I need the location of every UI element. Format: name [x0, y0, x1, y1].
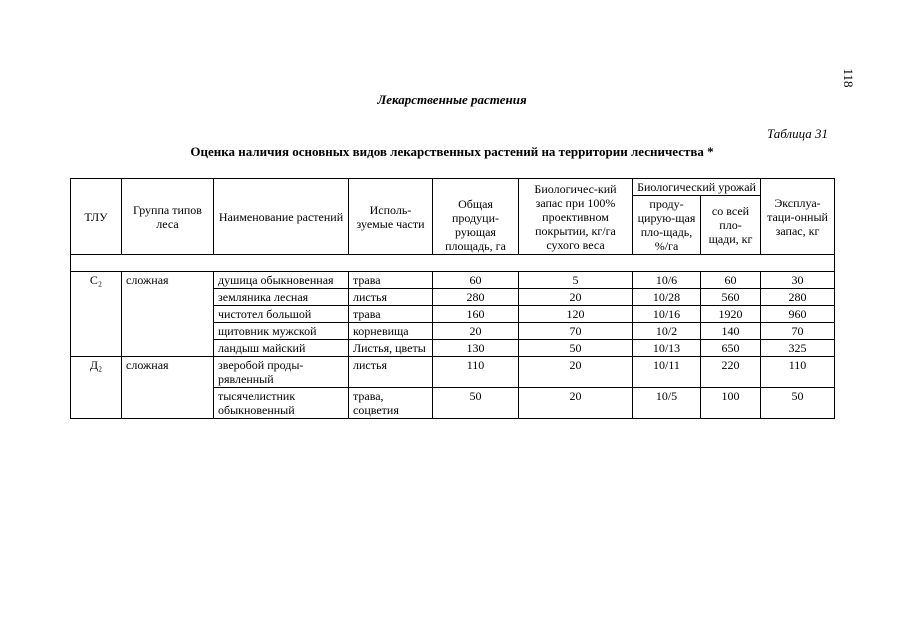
- cell-yield-area: 10/11: [633, 357, 701, 388]
- header-bio-stock: Биологичес-кий запас при 100% проективном покрытии, кг/га сухого веса: [519, 179, 633, 255]
- header-name: Наименование растений: [214, 179, 349, 255]
- cell-group: сложная: [122, 272, 214, 357]
- header-bio-yield: Биологический урожай: [633, 179, 761, 196]
- table-title: Оценка наличия основных видов лекарственных растений на территории лесничества *: [190, 144, 714, 159]
- header-parts: Исполь-зуемые части: [349, 179, 433, 255]
- cell-yield-total: 140: [701, 323, 761, 340]
- header-tlu: ТЛУ: [71, 179, 122, 255]
- cell-yield-total: 100: [701, 388, 761, 419]
- cell-exploit: 325: [761, 340, 835, 357]
- cell-yield-total: 220: [701, 357, 761, 388]
- cell-area: 280: [433, 289, 519, 306]
- cell-name: чистотел большой: [214, 306, 349, 323]
- cell-yield-total: 560: [701, 289, 761, 306]
- cell-stock: 20: [519, 388, 633, 419]
- header-exploit: Эксплуа-таци-онный запас, кг: [761, 179, 835, 255]
- cell-name: земляника лесная: [214, 289, 349, 306]
- cell-name: душица обыкновенная: [214, 272, 349, 289]
- header-group: Группа типов леса: [122, 179, 214, 255]
- plants-table: [70, 178, 835, 419]
- header-yield-total: со всей пло-щади, кг: [701, 196, 761, 255]
- cell-yield-total: 650: [701, 340, 761, 357]
- cell-parts: трава: [349, 272, 433, 289]
- header-area: Общая продуци-рующая площадь, га: [433, 179, 519, 255]
- cell-area: 110: [433, 357, 519, 388]
- section-title: Лекарственные растения: [377, 92, 527, 107]
- cell-area: 60: [433, 272, 519, 289]
- cell-stock: 50: [519, 340, 633, 357]
- cell-group: сложная: [122, 357, 214, 419]
- cell-yield-total: 1920: [701, 306, 761, 323]
- cell-tlu: С₂: [71, 272, 122, 357]
- cell-name: тысячелистник обыкновенный: [214, 388, 349, 419]
- cell-yield-total: 60: [701, 272, 761, 289]
- cell-yield-area: 10/28: [633, 289, 701, 306]
- page-number: 118: [841, 68, 856, 88]
- cell-stock: 120: [519, 306, 633, 323]
- cell-exploit: 70: [761, 323, 835, 340]
- cell-yield-area: 10/13: [633, 340, 701, 357]
- cell-stock: 20: [519, 289, 633, 306]
- cell-tlu: Д₂: [71, 357, 122, 419]
- cell-stock: 5: [519, 272, 633, 289]
- cell-area: 50: [433, 388, 519, 419]
- table-number: Таблица 31: [766, 126, 828, 141]
- table-row: [71, 357, 835, 388]
- cell-exploit: 30: [761, 272, 835, 289]
- cell-exploit: 960: [761, 306, 835, 323]
- cell-area: 160: [433, 306, 519, 323]
- cell-area: 130: [433, 340, 519, 357]
- cell-yield-area: 10/16: [633, 306, 701, 323]
- cell-parts: листья: [349, 357, 433, 388]
- cell-stock: 70: [519, 323, 633, 340]
- cell-parts: Листья, цветы: [349, 340, 433, 357]
- cell-name: зверобой проды-рявленный: [214, 357, 349, 388]
- cell-parts: трава: [349, 306, 433, 323]
- cell-name: щитовник мужской: [214, 323, 349, 340]
- cell-exploit: 50: [761, 388, 835, 419]
- cell-parts: корневища: [349, 323, 433, 340]
- cell-area: 20: [433, 323, 519, 340]
- cell-parts: трава, соцветия: [349, 388, 433, 419]
- table-row: [71, 272, 835, 289]
- cell-exploit: 110: [761, 357, 835, 388]
- cell-exploit: 280: [761, 289, 835, 306]
- blank-row: [71, 255, 835, 272]
- cell-yield-area: 10/2: [633, 323, 701, 340]
- cell-yield-area: 10/5: [633, 388, 701, 419]
- header-yield-area: проду-цирую-щая пло-щадь, %/га: [633, 196, 701, 255]
- cell-stock: 20: [519, 357, 633, 388]
- cell-name: ландыш майский: [214, 340, 349, 357]
- cell-parts: листья: [349, 289, 433, 306]
- cell-yield-area: 10/6: [633, 272, 701, 289]
